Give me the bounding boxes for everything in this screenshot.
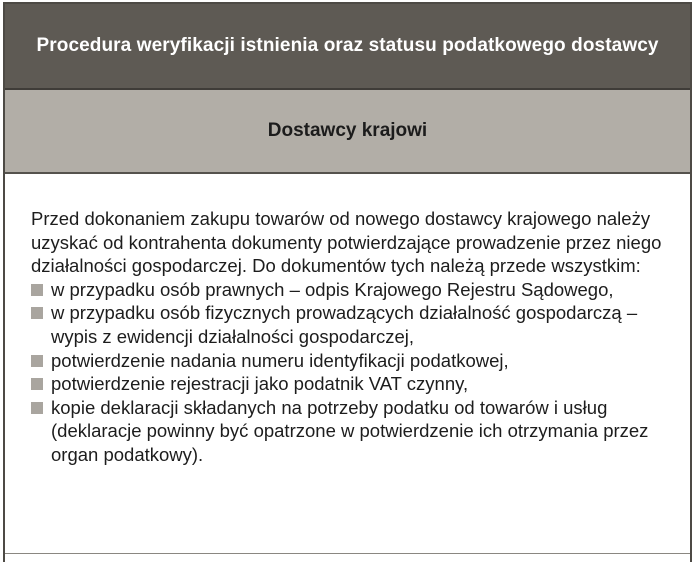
square-bullet-icon: [31, 355, 43, 367]
square-bullet-icon: [31, 378, 43, 390]
procedure-table: [3, 2, 692, 562]
list-item: [31, 372, 681, 396]
list-item-text: w przypadku osób prawnych – odpis Krajowego Rejestru Sądowego,: [51, 278, 614, 300]
list-item-text: w przypadku osób fizycznych prowadzących działalność gospodarczą – wypis z ewidencji działalności gospodarczej,: [51, 302, 638, 347]
square-bullet-icon: [31, 402, 43, 414]
table-title: Procedura weryfikacji istnienia oraz statusu podatkowego dostawcy: [36, 35, 659, 56]
bottom-divider: [5, 553, 690, 554]
list-item: [31, 396, 681, 467]
list-item: [31, 349, 681, 373]
list-item-text: potwierdzenie nadania numeru identyfikacji podatkowej,: [51, 349, 509, 371]
square-bullet-icon: [31, 307, 43, 319]
list-item-text: kopie deklaracji składanych na potrzeby podatku od towarów i usług (deklaracje powinny być opatrzone w potwierdzenie ich otrzymania przez organ podatkowy).: [51, 396, 649, 465]
intro-paragraph: Przed dokonaniem zakupu towarów od nowego dostawcy krajowego należy uzyskać od kontrahenta dokumenty potwierdzające prowadzenie przez niego działalności gospodarczej. Do dokumentów tych należą przede wszystkim:: [31, 208, 662, 277]
square-bullet-icon: [31, 284, 43, 296]
list-item: [31, 301, 681, 348]
list-item-text: potwierdzenie rejestracji jako podatnik VAT czynny,: [51, 373, 469, 395]
table-header: [5, 4, 690, 90]
section-header: [5, 90, 690, 174]
list-item: [31, 278, 681, 302]
document-list: [31, 278, 681, 467]
section-title: Dostawcy krajowi: [267, 120, 428, 141]
section-content: [31, 207, 681, 467]
